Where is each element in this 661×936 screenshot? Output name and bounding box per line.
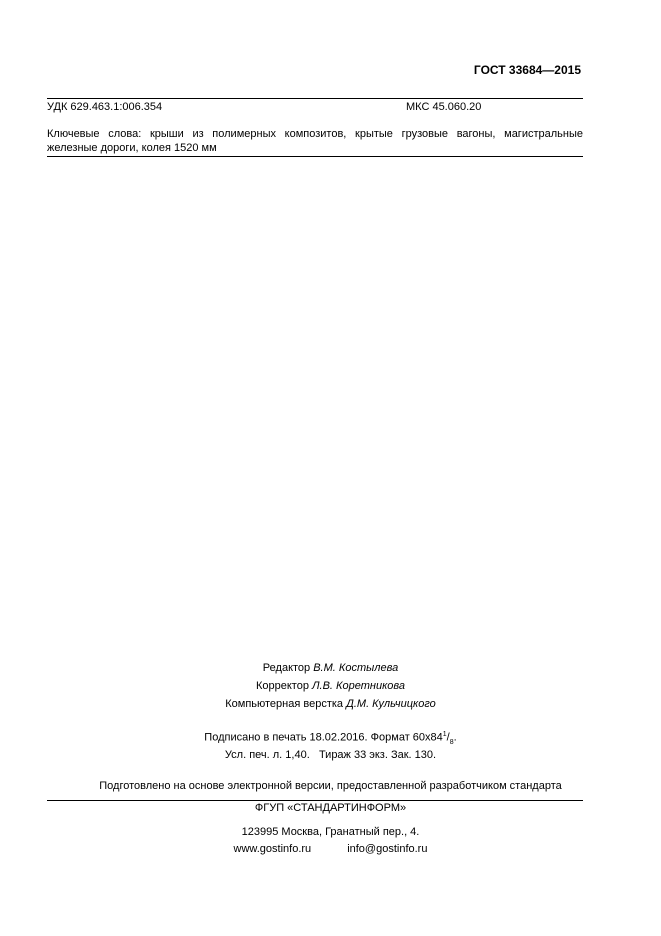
layout-line <box>0 698 661 710</box>
keywords-line-1: Ключевые слова: крыши из полимерных композитов, крытые грузовые вагоны, магистральные <box>47 128 583 140</box>
keywords-line-2: железные дороги, колея 1520 мм <box>47 142 217 154</box>
corrector-label: Корректор <box>255 680 309 692</box>
contacts-line <box>0 843 661 855</box>
print-run: Тираж 33 экз. Зак. 130. <box>318 749 437 761</box>
keywords-block <box>47 127 583 155</box>
udk-code: УДК 629.463.1:006.354 <box>47 101 163 113</box>
editor-label: Редактор <box>262 662 311 674</box>
publisher-name: ФГУП «СТАНДАРТИНФОРМ» <box>254 802 407 814</box>
print-info-line <box>0 749 661 761</box>
print-sheets: Усл. печ. л. 1,40. <box>224 749 310 761</box>
top-divider <box>47 98 583 99</box>
corrector-name: Л.В. Коретникова <box>312 680 406 692</box>
bottom-divider <box>47 800 583 801</box>
format-denominator: 8 <box>449 738 454 746</box>
website-link[interactable]: www.gostinfo.ru <box>233 843 312 855</box>
signed-line: Подписано в печать 18.02.2016. Формат $60x84^1/_8$. <box>204 731 457 746</box>
mks-code: МКС 45.060.20 <box>406 101 482 113</box>
editor-line <box>0 662 661 674</box>
format-numerator: 1 <box>442 731 447 738</box>
publisher-address: 123995 Москва, Гранатный пер., 4. <box>241 826 420 838</box>
email-link[interactable]: info@gostinfo.ru <box>347 843 428 855</box>
signed-text: Подписано в печать 18.02.2016. Формат 60x84 <box>204 731 443 744</box>
layout-label: Компьютерная верстка <box>225 698 344 710</box>
document-code: ГОСТ 33684—2015 <box>473 63 581 77</box>
layout-name: Д.М. Кульчицкого <box>346 698 436 710</box>
prepared-note: Подготовлено на основе электронной версии, предоставленной разработчиком стандарта <box>99 780 562 792</box>
editor-name: В.М. Костылева <box>313 662 399 674</box>
signed-end: . <box>453 731 457 744</box>
corrector-line <box>0 680 661 692</box>
keywords-divider <box>47 156 583 157</box>
